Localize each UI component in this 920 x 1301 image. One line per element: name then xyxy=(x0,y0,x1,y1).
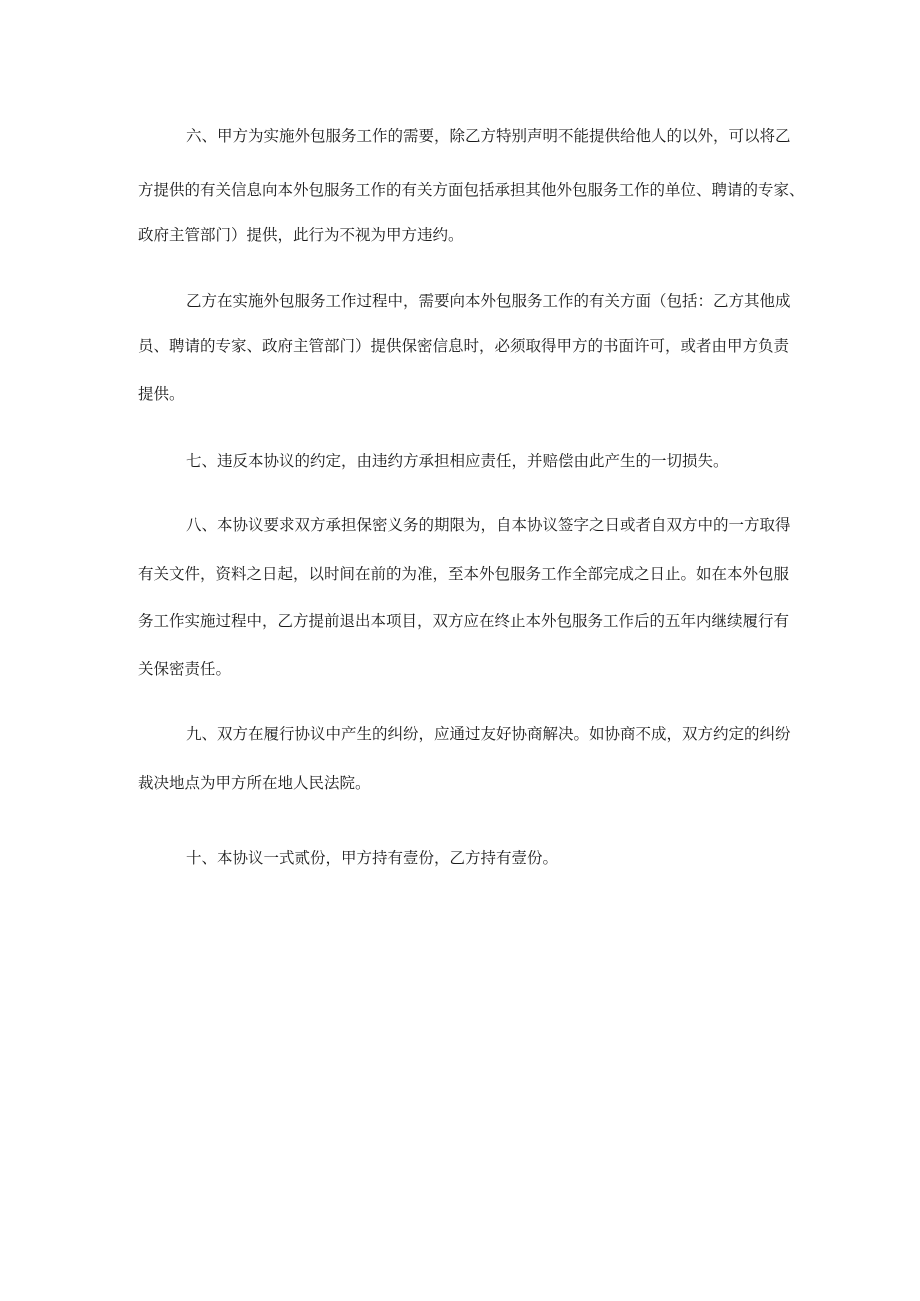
clause-10-line-1: 十、本协议一式贰份，甲方持有壹份，乙方持有壹份。 xyxy=(186,849,559,867)
clause-6-supplement-line-2: 员、聘请的专家、政府主管部门）提供保密信息时，必须取得甲方的书面许可，或者由甲方负责 xyxy=(138,337,790,355)
clause-9-line-1: 九、双方在履行协议中产生的纠纷，应通过友好协商解决。如协商不成，双方约定的纠纷 xyxy=(186,725,791,743)
clause-8-line-4: 关保密责任。 xyxy=(138,660,232,678)
clause-8-line-2: 有关文件，资料之日起，以时间在前的为准，至本外包服务工作全部完成之日止。如在本外包服 xyxy=(138,565,790,583)
clause-7-line-1: 七、违反本协议的约定，由违约方承担相应责任，并赔偿由此产生的一切损失。 xyxy=(186,452,729,470)
clause-8-line-1: 八、本协议要求双方承担保密义务的期限为，自本协议签字之日或者自双方中的一方取得 xyxy=(186,516,791,534)
clause-6-line-3: 政府主管部门）提供，此行为不视为甲方违约。 xyxy=(138,226,464,244)
clause-9-line-2: 裁决地点为甲方所在地人民法院。 xyxy=(138,774,371,792)
clause-8-line-3: 务工作实施过程中，乙方提前退出本项目，双方应在终止本外包服务工作后的五年内继续履行有 xyxy=(138,612,790,630)
clause-6-supplement-line-1: 乙方在实施外包服务工作过程中，需要向本外包服务工作的有关方面（包括：乙方其他成 xyxy=(186,292,791,310)
clause-6-line-2: 方提供的有关信息向本外包服务工作的有关方面包括承担其他外包服务工作的单位、聘请的专家、 xyxy=(138,181,805,199)
clause-6-line-1: 六、甲方为实施外包服务工作的需要，除乙方特别声明不能提供给他人的以外，可以将乙 xyxy=(186,127,791,145)
clause-6-supplement-line-3: 提供。 xyxy=(138,385,185,403)
